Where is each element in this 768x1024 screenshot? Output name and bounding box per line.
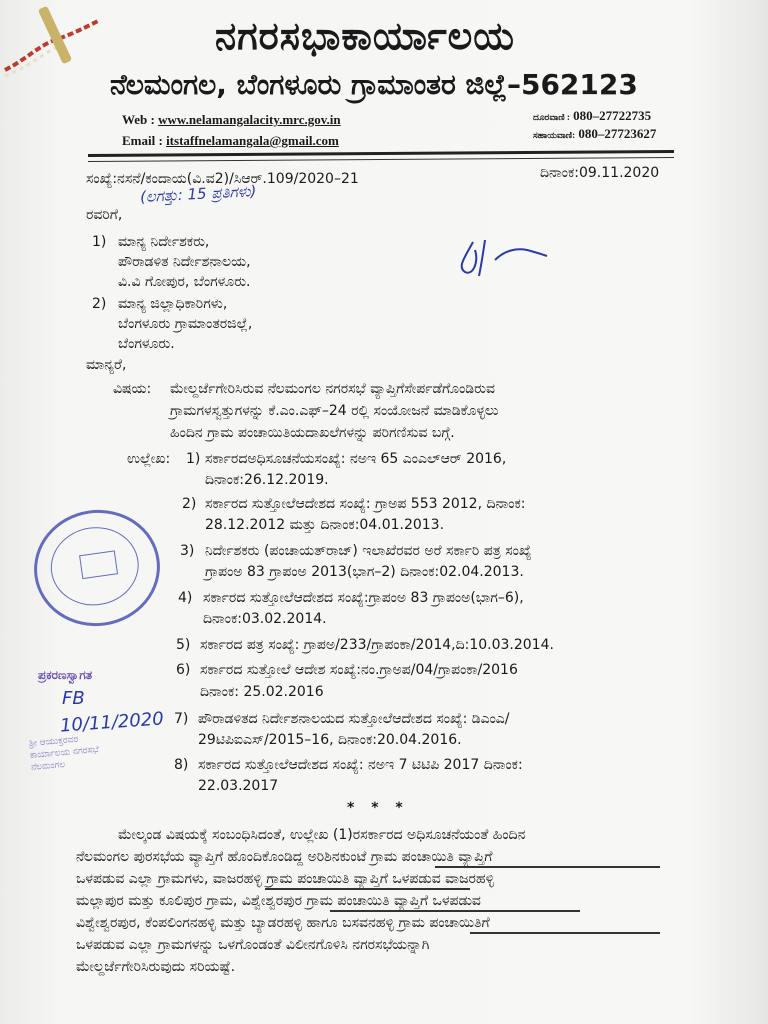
margin-initials: FB [62,688,85,709]
ref-1-line-1: ಸರ್ಕಾರದಅಧಿಸೂಚನೆಯಸಂಖ್ಯೆ: ನಅಇ 65 ಎಂಎಲ್ಆರ್ 2016, [205,451,507,467]
web-line [122,112,341,128]
reference-date: ದಿನಾಂಕ:09.11.2020 [540,165,660,181]
recipient-1-line-1: ಮಾನ್ಯ ನಿರ್ದೇಶಕರು, [118,234,210,250]
section-receipt-stamp: ಪ್ರಕರಣಸ್ವಾಗತ [38,668,93,682]
ref-6-line-2: ದಿನಾಂಕ: 25.02.2016 [200,684,324,700]
ref-2-line-2: 28.12.2012 ಮತ್ತು ದಿನಾಂಕ:04.01.2013. [205,517,445,533]
received-stamp [29,732,101,774]
body-line-3: ಒಳಪಡುವ ಎಲ್ಲಾ ಗ್ರಾಮಗಳು, ವಾಜರಹಳ್ಳಿ ಗ್ರಾಮ ಪಂಚಾಯಿತಿ ವ್ಯಾಪ್ತಿಗೆ ಒಳಪಡುವ ವಾಜರಹಳ್ಳಿ [76,871,495,887]
web-label: Web : [122,112,155,127]
email-label: Email : [122,133,163,148]
phone-value: 080–27722735 [573,108,652,123]
body-line-6: ಒಳಪಡುವ ಎಲ್ಲಾ ಗ್ರಾಮಗಳನ್ನು ಒಳಗೊಂಡಂತೆ ವಿಲೀನಗೊಳಿಸಿ ನಗರಸಭೆಯನ್ನಾಗಿ [76,937,430,953]
ref-4-line-2: ದಿನಾಂಕ:03.02.2014. [203,611,327,627]
received-stamp-line-1: ಶ್ರೀ ಆಯುಕ್ತರವರ [28,734,79,750]
ref-2-line-1: ಸರ್ಕಾರದ ಸುತ್ತೋಲೆಆದೇಶದ ಸಂಖ್ಯೆ: ಗ್ರಾಅಪ 553 2012, ದಿನಾಂಕ: [205,496,526,512]
recipient-2-line-1: ಮಾನ್ಯ ಜಿಲ್ಲಾಧಿಕಾರಿಗಳು, [118,296,228,312]
body-underline-4 [470,932,660,934]
received-stamp-line-3: ನೆಲಮಂಗಲ [30,760,66,773]
ref-1-number: 1) [186,451,201,467]
recipient-1-line-2: ಪೌರಾಡಳಿತ ನಿರ್ದೇಶನಾಲಯ, [118,254,251,270]
email-line [122,133,339,149]
body-line-2: ನೆಲಮಂಗಲ ಪುರಸಭೆಯ ವ್ಯಾಪ್ತಿಗೆ ಹೊಂದಿಕೊಂಡಿದ್ದ ಅರಿಶಿನಕುಂಟೆ ಗ್ರಾಮ ಪಂಚಾಯಿತಿ ವ್ಯಾಪ್ತಿಗೆ [76,849,493,865]
body-underline-1 [435,866,660,868]
body-line-7: ಮೇಲ್ದರ್ಜೆಗೇರಿಸಿರುವುದು ಸರಿಯಷ್ಟೆ. [76,959,236,975]
body-line-4: ಮಲ್ಲಾಪುರ ಮತ್ತು ಕೂಲಿಪುರ ಗ್ರಾಮ, ವಿಶ್ವೇಶ್ವರಪುರ ಗ್ರಾಮ ಪಂಚಾಯಿತಿ ವ್ಯಾಪ್ತಿಗೆ ಒಳಪಡುವ [76,893,481,909]
fax-line [533,126,656,142]
subject-label: ವಿಷಯ: [113,381,152,397]
ref-7-number: 7) [174,711,189,727]
section-separator: * * * [347,800,409,816]
ref-5-line-1: ಸರ್ಕಾರದ ಪತ್ರ ಸಂಖ್ಯೆ: ಗ್ರಾಪಅ/233/ಗ್ರಾಪಂಕಾ/2014,ದಿ:10.03.2014. [200,637,554,653]
recipient-2-line-2: ಬೆಂಗಳೂರು ಗ್ರಾಮಾಂತರಜಿಲ್ಲೆ, [118,316,253,332]
body-underline-2 [265,888,470,890]
ref-1-line-2: ದಿನಾಂಕ:26.12.2019. [205,472,329,488]
subject-line-1: ಮೇಲ್ದರ್ಜೆಗೇರಿಸಿರುವ ನೆಲಮಂಗಲ ನಗರಸಭೆ ವ್ಯಾಪ್ತಿಗೆಸೇರ್ಪಡೆಗೊಂಡಿರುವ [170,381,495,397]
ref-4-line-1: ಸರ್ಕಾರದ ಸುತ್ತೋಲೆಆದೇಶದ ಸಂಖ್ಯೆ:ಗ್ರಾಪಂಅ 83 ಗ್ರಾಪಂಅ(ಭಾಗ–6), [203,590,524,606]
ref-5-number: 5) [176,637,191,653]
ref-2-number: 2) [182,496,197,512]
web-link[interactable]: www.nelamangalacity.mrc.gov.in [158,112,341,127]
signature-mark [455,232,550,282]
attachment-note: (ಲಗತ್ತು: 15 ಪ್ರತಿಗಳು) [139,181,257,207]
subject-line-2: ಗ್ರಾಮಗಳಸ್ವತ್ತುಗಳನ್ನು ಕೆ.ಎಂ.ಎಫ್–24 ರಲ್ಲಿ ಸಂಯೋಜನೆ ಮಾಡಿಕೊಳ್ಳಲು [170,403,499,419]
ref-8-line-1: ಸರ್ಕಾರದ ಸುತ್ತೋಲೆಆದೇಶದ ಸಂಖ್ಯೆ: ನಅಇ 7 ಟಿಟಿಪಿ 2017 ದಿನಾಂಕ: [198,757,523,773]
recipient-2-number: 2) [92,296,107,312]
recipient-1-number: 1) [92,234,107,250]
margin-date: 10/11/2020 [59,708,165,737]
body-line-1: ಮೇಲ್ಕಂಡ ವಿಷಯಕ್ಕೆ ಸಂಬಂಧಿಸಿದಂತೆ, ಉಲ್ಲೇಖ (1)ರಸರ್ಕಾರದ ಅಧಿಸೂಚನೆಯಂತೆ ಹಿಂದಿನ [118,827,526,843]
ref-6-number: 6) [176,662,191,678]
to-label: ರವರಿಗೆ, [86,207,123,223]
fax-label: ಸಹಾಯವಾಣಿ: [533,130,576,140]
recipient-1-line-3: ವಿ.ವಿ ಗೋಪುರ, ಬೆಂಗಳೂರು. [118,274,251,290]
reference-number: ಸಂಖ್ಯೆ:ನಸನೆ/ಕಂದಾಯ(ವಿ.ವ2)/ಸಿಆರ್.109/2020–21 [86,171,359,187]
salutation: ಮಾನ್ಯರೆ, [86,357,127,373]
ref-7-line-1: ಪೌರಾಡಳಿತದ ನಿರ್ದೇಶನಾಲಯದ ಸುತ್ತೋಲೆಆದೇಶದ ಸಂಖ್ಯೆ: ಡಿಎಂಎ/ [198,711,510,727]
fax-value: 080–27723627 [578,126,657,141]
body-underline-3 [330,910,580,912]
ref-3-line-2: ಗ್ರಾಪಂಅ 83 ಗ್ರಾಪಂಅ 2013(ಭಾಗ–2) ದಿನಾಂಕ:02.04.2013. [205,564,524,580]
office-title: ನಗರಸಭಾಕಾರ್ಯಾಲಯ [215,14,515,58]
ref-6-line-1: ಸರ್ಕಾರದ ಸುತ್ತೋಲೆ ಆದೇಶ ಸಂಖ್ಯೆ:ನಂ.ಗ್ರಾಅಪ/04/ಗ್ರಾಪಂಕಾ/2016 [200,662,518,678]
ref-3-line-1: ನಿರ್ದೇಶಕರು (ಪಂಚಾಯತ್‌ರಾಜ್) ಇಲಾಖೆರವರ ಅರೆ ಸರ್ಕಾರಿ ಪತ್ರ ಸಂಖ್ಯೆ [205,543,532,559]
body-line-5: ವಿಶ್ವೇಶ್ವರಪುರ, ಕೆಂಪಲಿಂಗನಹಳ್ಳಿ ಮತ್ತು ಬ್ಯಾಡರಹಳ್ಳಿ ಹಾಗೂ ಬಸವನಹಳ್ಳಿ ಗ್ರಾಮ ಪಂಚಾಯಿತಿಗೆ [76,915,490,931]
subject-line-3: ಹಿಂದಿನ ಗ್ರಾಮ ಪಂಚಾಯಿತಿಯದಾಖಲೆಗಳನ್ನು ಪರಿಗಣಿಸುವ ಬಗ್ಗೆ. [170,425,455,441]
ref-4-number: 4) [178,590,193,606]
email-link[interactable]: itstaffnelamangala@gmail.com [166,133,339,148]
file-tag-string [0,0,110,100]
ref-8-number: 8) [174,757,189,773]
office-address: ನೆಲಮಂಗಲ, ಬೆಂಗಳೂರು ಗ್ರಾಮಾಂತರ ಜಿಲ್ಲೆ–562123 [110,68,638,101]
phone-label: ದೂರವಾಣಿ : [533,112,570,122]
ref-8-line-2: 22.03.2017 [198,778,279,794]
phone-line [533,108,651,124]
recipient-2-line-3: ಬೆಂಗಳೂರು. [118,336,175,352]
ref-3-number: 3) [180,543,195,559]
ref-7-line-2: 29ಟಿಪಿಐಎಸ್/2015–16, ದಿನಾಂಕ:20.04.2016. [198,732,462,748]
received-stamp-line-2: ಕಾರ್ಯಾಲಯ ನಗರಸಭೆ [29,745,100,761]
references-label: ಉಲ್ಲೇಖ: [127,451,171,467]
